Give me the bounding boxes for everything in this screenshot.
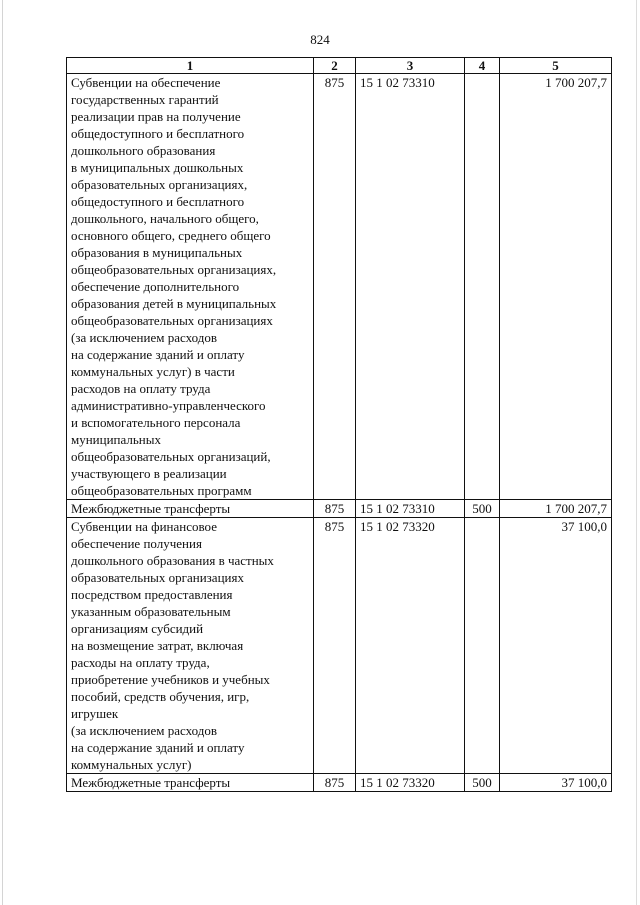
budget-table — [66, 57, 612, 792]
row-name-line: коммунальных услуг) в части — [71, 364, 235, 379]
table-row — [67, 518, 612, 774]
row-name-line: Субвенции на обеспечение — [71, 75, 221, 90]
row-name-line: участвующего в реализации — [71, 466, 227, 481]
amount-cell: 1 700 207,7 — [500, 500, 612, 518]
row-name-line: муниципальных — [71, 432, 162, 447]
amount-cell: 37 100,0 — [500, 518, 612, 774]
row-name-line: игрушек — [71, 706, 119, 721]
target-article-cell: 15 1 02 73320 — [356, 518, 465, 774]
row-name-line: пособий, средств обучения, игр, — [71, 689, 250, 704]
row-name-line: реализации прав на получение — [71, 109, 241, 124]
row-name-line: организациям субсидий — [71, 621, 204, 636]
row-name-line: в муниципальных дошкольных — [71, 160, 244, 175]
amount-cell: 37 100,0 — [500, 774, 612, 792]
expense-type-cell: 500 — [465, 774, 500, 792]
table-row — [67, 500, 612, 518]
row-name-line: дошкольного образования — [71, 143, 216, 158]
row-name-line: на содержание зданий и оплату — [71, 347, 245, 362]
row-name-line: образовательных организациях — [71, 570, 244, 585]
row-name-cell — [67, 500, 314, 518]
header-col-4: 4 — [465, 58, 500, 74]
row-name-line: общеобразовательных программ — [71, 483, 252, 498]
row-name-line: основного общего, среднего общего — [71, 228, 271, 243]
ministry-code-cell: 875 — [314, 74, 356, 500]
row-name-cell — [67, 774, 314, 792]
row-name-line: общеобразовательных организациях, — [71, 262, 277, 277]
row-name-line: государственных гарантий — [71, 92, 219, 107]
row-name-line: коммунальных услуг) — [71, 757, 192, 772]
ministry-code-cell: 875 — [314, 774, 356, 792]
header-col-5: 5 — [500, 58, 612, 74]
expense-type-cell — [465, 518, 500, 774]
row-name-line: Межбюджетные трансферты — [71, 775, 231, 790]
row-name-cell — [67, 518, 314, 774]
target-article-cell: 15 1 02 73310 — [356, 500, 465, 518]
row-name-line: расходов на оплату труда — [71, 381, 211, 396]
row-name-line: образования в муниципальных — [71, 245, 243, 260]
row-name-line: административно-управленческого — [71, 398, 266, 413]
row-name-line: Межбюджетные трансферты — [71, 501, 231, 516]
header-row — [67, 58, 612, 74]
table-row — [67, 774, 612, 792]
row-name-line: обеспечение дополнительного — [71, 279, 240, 294]
row-name-line: на содержание зданий и оплату — [71, 740, 245, 755]
row-name-line: расходы на оплату труда, — [71, 655, 210, 670]
row-name-line: приобретение учебников и учебных — [71, 672, 270, 687]
ministry-code-cell: 875 — [314, 518, 356, 774]
row-name-line: общеобразовательных организациях — [71, 313, 273, 328]
row-name-line: (за исключением расходов — [71, 330, 217, 345]
header-col-2: 2 — [314, 58, 356, 74]
header-col-3: 3 — [356, 58, 465, 74]
row-name-line: дошкольного образования в частных — [71, 553, 274, 568]
page-number: 824 — [310, 32, 330, 47]
row-name-line: Субвенции на финансовое — [71, 519, 217, 534]
expense-type-cell — [465, 74, 500, 500]
row-name-cell — [67, 74, 314, 500]
row-name-line: общедоступного и бесплатного — [71, 194, 245, 209]
row-name-line: общедоступного и бесплатного — [71, 126, 245, 141]
header-col-1: 1 — [67, 58, 314, 74]
row-name-line: дошкольного, начального общего, — [71, 211, 259, 226]
table-row — [67, 74, 612, 500]
row-name-line: указанным образовательным — [71, 604, 231, 619]
row-name-line: и вспомогательного персонала — [71, 415, 241, 430]
amount-cell: 1 700 207,7 — [500, 74, 612, 500]
row-name-line: образовательных организациях, — [71, 177, 248, 192]
scan-edge-right — [636, 0, 637, 905]
row-name-line: обеспечение получения — [71, 536, 202, 551]
scan-edge-left — [2, 0, 3, 905]
row-name-line: общеобразовательных организаций, — [71, 449, 271, 464]
table-body — [67, 74, 612, 792]
row-name-line: посредством предоставления — [71, 587, 233, 602]
expense-type-cell: 500 — [465, 500, 500, 518]
row-name-line: на возмещение затрат, включая — [71, 638, 244, 653]
target-article-cell: 15 1 02 73320 — [356, 774, 465, 792]
row-name-line: образования детей в муниципальных — [71, 296, 277, 311]
ministry-code-cell: 875 — [314, 500, 356, 518]
row-name-line: (за исключением расходов — [71, 723, 217, 738]
target-article-cell: 15 1 02 73310 — [356, 74, 465, 500]
